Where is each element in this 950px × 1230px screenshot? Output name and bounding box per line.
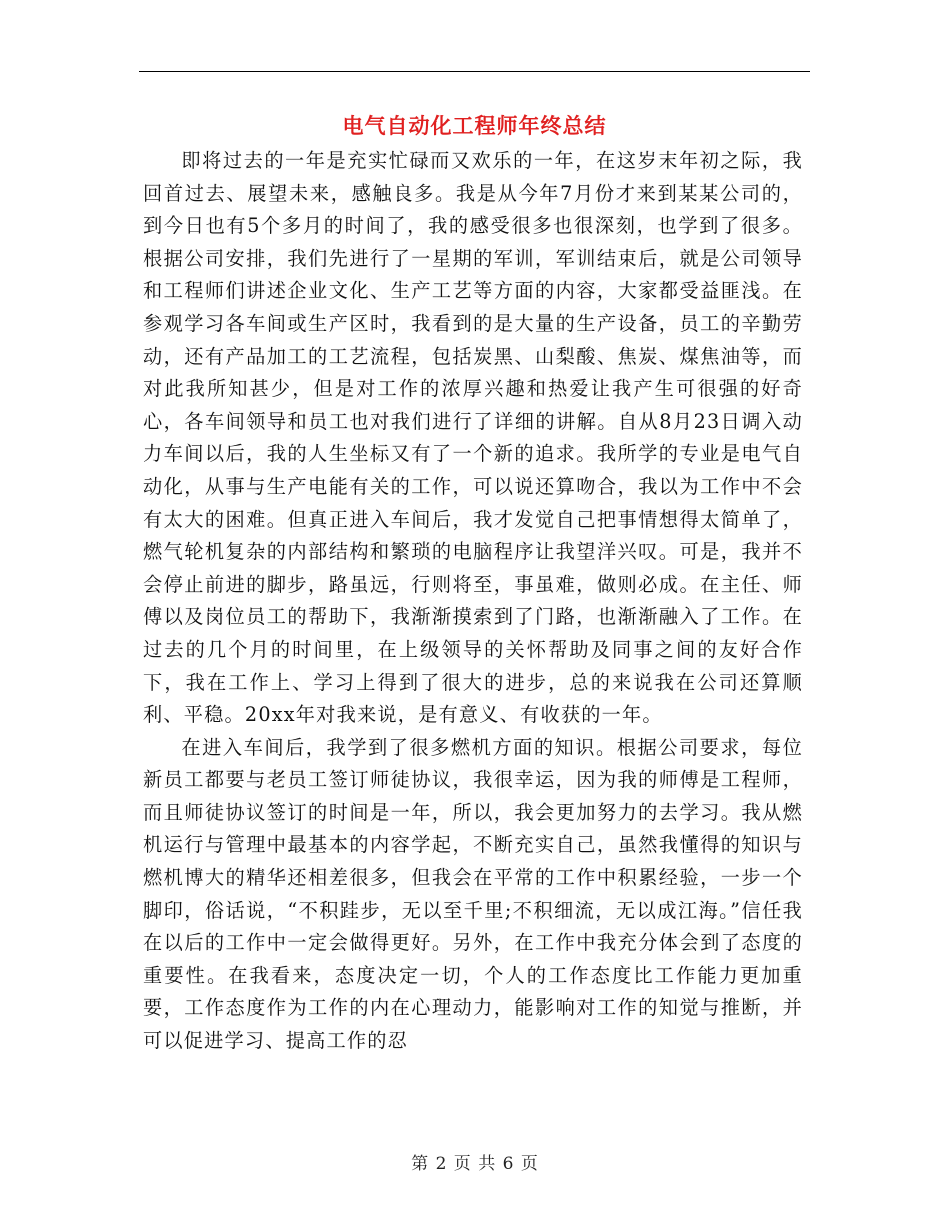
header-rule	[139, 71, 810, 72]
paragraph: 即将过去的一年是充实忙碌而又欢乐的一年，在这岁末年初之际，我回首过去、展望未来，感触良多。我是从今年7月份才来到某某公司的，到今日也有5个多月的时间了，我的感受很多也很深刻，也学到了很多。根据公司安排，我们先进行了一星期的军训，军训结束后，就是公司领导和工程师们讲述企业文化、生产工艺等方面的内容，大家都受益匪浅。在参观学习各车间或生产区时，我看到的是大量的生产设备，员工的辛勤劳动，还有产品加工的工艺流程，包括炭黑、山梨酸、焦炭、煤焦油等，而对此我所知甚少，但是对工作的浓厚兴趣和热爱让我产生可很强的好奇心，各车间领导和员工也对我们进行了详细的讲解。自从8月23日调入动力车间以后，我的人生坐标又有了一个新的追求。我所学的专业是电气自动化，从事与生产电能有关的工作，可以说还算吻合，我以为工作中不会有太大的困难。但真正进入车间后，我才发觉自己把事情想得太简单了，燃气轮机复杂的内部结构和繁琐的电脑程序让我望洋兴叹。可是，我并不会停止前进的脚步，路虽远，行则将至，事虽难，做则必成。在主任、师傅以及岗位员工的帮助下，我渐渐摸索到了门路，也渐渐融入了工作。在过去的几个月的时间里，在上级领导的关怀帮助及同事之间的友好合作下，我在工作上、学习上得到了很大的进步，总的来说我在公司还算顺利、平稳。20xx年对我来说，是有意义、有收获的一年。	[143, 149, 803, 727]
page-number: 第 2 页 共 6 页	[411, 1154, 539, 1174]
document-body	[143, 145, 803, 1058]
paragraph: 在进入车间后，我学到了很多燃机方面的知识。根据公司要求，每位新员工都要与老员工签订师徒协议，我很幸运，因为我的师傅是工程师，而且师徒协议签订的时间是一年，所以，我会更加努力的去学习。我从燃机运行与管理中最基本的内容学起，不断充实自己，虽然我懂得的知识与燃机博大的精华还相差很多，但我会在平常的工作中积累经验，一步一个脚印，俗话说，“不积跬步，无以至千里;不积细流，无以成江海。”信任我在以后的工作中一定会做得更好。另外，在工作中我充分体会到了态度的重要性。在我看来，态度决定一切，个人的工作态度比工作能力更加重要，工作态度作为工作的内在心理动力，能影响对工作的知觉与推断，并可以促进学习、提高工作的忍	[143, 735, 803, 1053]
document-title: 电气自动化工程师年终总结	[342, 113, 607, 138]
